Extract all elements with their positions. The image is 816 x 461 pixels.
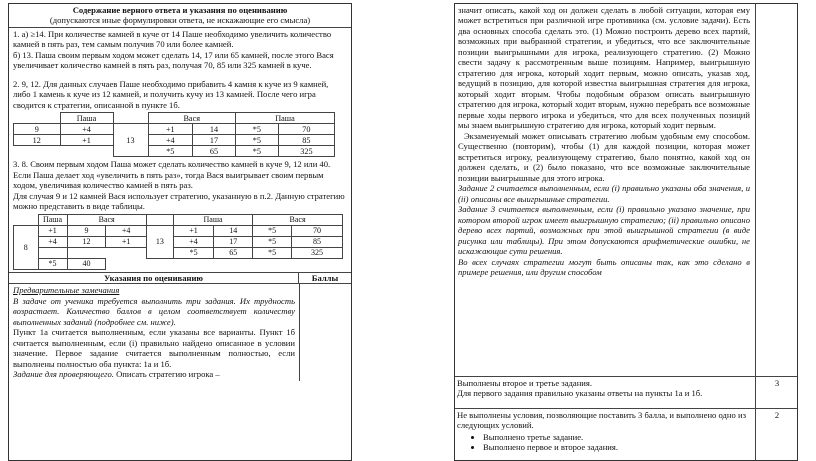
task-3-criteria: Задание 3 считается выполненным, если (i) правильно указано значение, при котором второй игрок имеет выигрышную стратегию; (ii) правильно описано дерево всех партий, возможных при этой выигрышной стратегии (в виде рисунка или таблицы). При этом допускаются арифметические ошибки, не искажающие сути решения. bbox=[458, 204, 750, 257]
list-item: • Выполнено первое и второе задания. bbox=[483, 442, 751, 452]
checker-task: Задание для проверяющего. bbox=[13, 369, 114, 380]
table-cell: *5 bbox=[253, 236, 292, 247]
table-cell: 325 bbox=[278, 146, 334, 157]
table-header: Паша bbox=[173, 214, 252, 225]
table-cell: 13 bbox=[146, 225, 173, 258]
strategy-table-1 bbox=[13, 112, 335, 157]
answer-header bbox=[9, 4, 351, 28]
prelim-title: Предварительные замечания bbox=[13, 285, 120, 296]
score-row-2-text: Не выполнены условия, позволяющие поставить 3 балла, и выполнено одно из следующих условий. bbox=[457, 410, 746, 431]
table-cell: +4 bbox=[148, 135, 193, 146]
table-cell: +4 bbox=[106, 225, 146, 236]
prelim-text: В задаче от ученика требуется выполнить три задания. Их трудность возрастает. Количество баллов в целом соответствует количеству выполненных заданий (подробнее см. ниже). bbox=[13, 295, 295, 327]
left-page bbox=[8, 3, 352, 461]
score-row-2-list bbox=[457, 432, 751, 453]
table-cell: 65 bbox=[193, 146, 236, 157]
score-row-2-points: 2 bbox=[774, 410, 780, 420]
table-cell: *5 bbox=[235, 135, 278, 146]
table-cell: *5 bbox=[148, 146, 193, 157]
table-cell: +4 bbox=[60, 124, 113, 135]
guide-title: Указания по оцениванию bbox=[9, 273, 299, 283]
table-cell: +1 bbox=[173, 225, 213, 236]
table-cell: *5 bbox=[253, 225, 292, 236]
table-cell: 9 bbox=[67, 225, 106, 236]
table-cell: 13 bbox=[113, 124, 148, 157]
table-cell: 85 bbox=[278, 135, 334, 146]
table-cell: 70 bbox=[278, 124, 334, 135]
table-cell: +1 bbox=[106, 236, 146, 247]
score-row-2 bbox=[455, 408, 798, 461]
table-cell: *5 bbox=[253, 247, 292, 258]
table-cell: 12 bbox=[67, 236, 106, 247]
score-row-3 bbox=[455, 376, 798, 409]
answer-1b: б) 13. Паша своим первым ходом может сделать 14, 17 или 65 камней, после этого Вася увеличивает количество камней в пять раз, получая 70, 85 или 325 камней в куче. bbox=[13, 49, 334, 71]
strategy-text: значит описать, какой ход он должен сделать в любой ситуации, которая ему может встретиться при различной игре противника (см. условие задачи). Есть два основных способа сделать это. (1) Можно построить дерево всех партий, возможных при выбранной стратегии, и убедиться, что все заключительные позиции выигрышными для игрока, реализующего стратегию. (2) Можно свести задачу к рассмотренным выше позициям. Например, выигрышную стратегию для игрока, который ходит первым, можно описать, указав ход, ведущий в позицию, для которой известна выигрышная стратегия для игрока, который ходит вторым. Чтобы подобным образом описать выигрышную стратегию для игрока, который ходит вторым, нужно перебрать все возможные первые ходы первого игрока и убедиться, что для всех полученных позиций мы знаем выигрышную стратегию для игрока, который ходит первым. bbox=[458, 5, 750, 131]
table-cell: 17 bbox=[214, 236, 253, 247]
table-cell: 12 bbox=[14, 135, 61, 146]
table-cell: 9 bbox=[14, 124, 61, 135]
table-cell: +1 bbox=[38, 225, 67, 236]
table-cell: 40 bbox=[67, 258, 106, 269]
criteria-1: Пункт 1а считается выполненным, если указаны все варианты. Пункт 1б считается выполненным, если (i) правильно найдено описанное в условии значение. Первое задание считается выполненным полностью, если выполнены полностью оба пункта: 1а и 1б. bbox=[13, 327, 295, 369]
criteria-2 bbox=[13, 369, 295, 379]
table-cell: *5 bbox=[235, 124, 278, 135]
guide-header bbox=[9, 272, 351, 284]
table-cell: 14 bbox=[193, 124, 236, 135]
table-cell: *5 bbox=[38, 258, 67, 269]
table-cell: 325 bbox=[292, 247, 343, 258]
table-cell: +4 bbox=[38, 236, 67, 247]
guide-points-header: Баллы bbox=[311, 272, 339, 283]
table-header: Вася bbox=[253, 214, 343, 225]
list-item: • Выполнено третье задание. bbox=[483, 432, 751, 442]
answer-1a: 1. а) ≥14. При количестве камней в куче от 14 Паше необходимо увеличить количество камней в пять раз, тем самым получив 70 или более камней. bbox=[13, 28, 332, 50]
table-cell: 17 bbox=[193, 135, 236, 146]
header-title: Содержание верного ответа и указания по оцениванию bbox=[72, 5, 288, 15]
table-header: Вася bbox=[148, 113, 235, 124]
right-page bbox=[454, 3, 798, 461]
table-cell: +4 bbox=[173, 236, 213, 247]
strategy-text-2: Экзаменуемый может описывать стратегию любым удобным ему способом. Существенно (повторим), чтобы (1) для каждой позиции, которая может встретиться игроку, реализующему стратегию, было понятно, какой ход он должен сделать, и (2) было показано, что все возможные заключительные позиции выигрышные для этого игрока. bbox=[458, 130, 750, 183]
general-note: Во всех случаях стратегии могут быть описаны так, как это сделано в примере решения, или другим способом bbox=[458, 256, 750, 278]
answer-3: 3. 8. Своим первым ходом Паша может сделать количество камней в куче 9, 12 или 40. Если Паша делает ход «увеличить в пять раз», тогда Вася выигрывает своим первым ходом, увеличивая количество камней в пять раз. bbox=[13, 159, 331, 191]
table-cell: 70 bbox=[292, 225, 343, 236]
table-cell: 85 bbox=[292, 236, 343, 247]
header-subtitle: (допускаются иные формулировки ответа, не искажающие его смысла) bbox=[49, 15, 311, 26]
answer-2: 2. 9, 12. Для данных случаев Паше необходимо прибавить 4 камня к куче из 9 камней, либо 1 камень к куче из 12 камней, и получить кучу из 13 камней. После чего игра сводится к стратегии, описанной в пункте 1б. bbox=[13, 78, 329, 110]
table-cell: *5 bbox=[235, 146, 278, 157]
table-header: Вася bbox=[67, 214, 146, 225]
table-cell: 14 bbox=[214, 225, 253, 236]
table-cell: 65 bbox=[214, 247, 253, 258]
answer-3b: Для случая 9 и 12 камней Вася использует стратегию, указанную в п.2. Данную стратегию можно представить в виде таблицы. bbox=[13, 190, 345, 212]
task-2-criteria: Задание 2 считается выполненным, если (i) правильно указаны оба значения, и (ii) описаны все выигрышные стратегии. bbox=[458, 183, 750, 204]
table-cell: 8 bbox=[14, 225, 39, 269]
table-cell: *5 bbox=[173, 247, 213, 258]
criteria-2-text: Описать стратегию игрока – bbox=[113, 369, 220, 380]
table-cell: +1 bbox=[148, 124, 193, 135]
table-cell: +1 bbox=[60, 135, 113, 146]
score-row-3-text: Выполнены второе и третье задания. Для первого задания правильно указаны ответы на пункты 1а и 1б. bbox=[457, 378, 703, 399]
table-header: Паша bbox=[60, 113, 113, 124]
table-header: Паша bbox=[235, 113, 334, 124]
table-header: Паша bbox=[38, 214, 67, 225]
strategy-table-2 bbox=[13, 214, 343, 270]
score-row-3-points: 3 bbox=[774, 378, 780, 388]
